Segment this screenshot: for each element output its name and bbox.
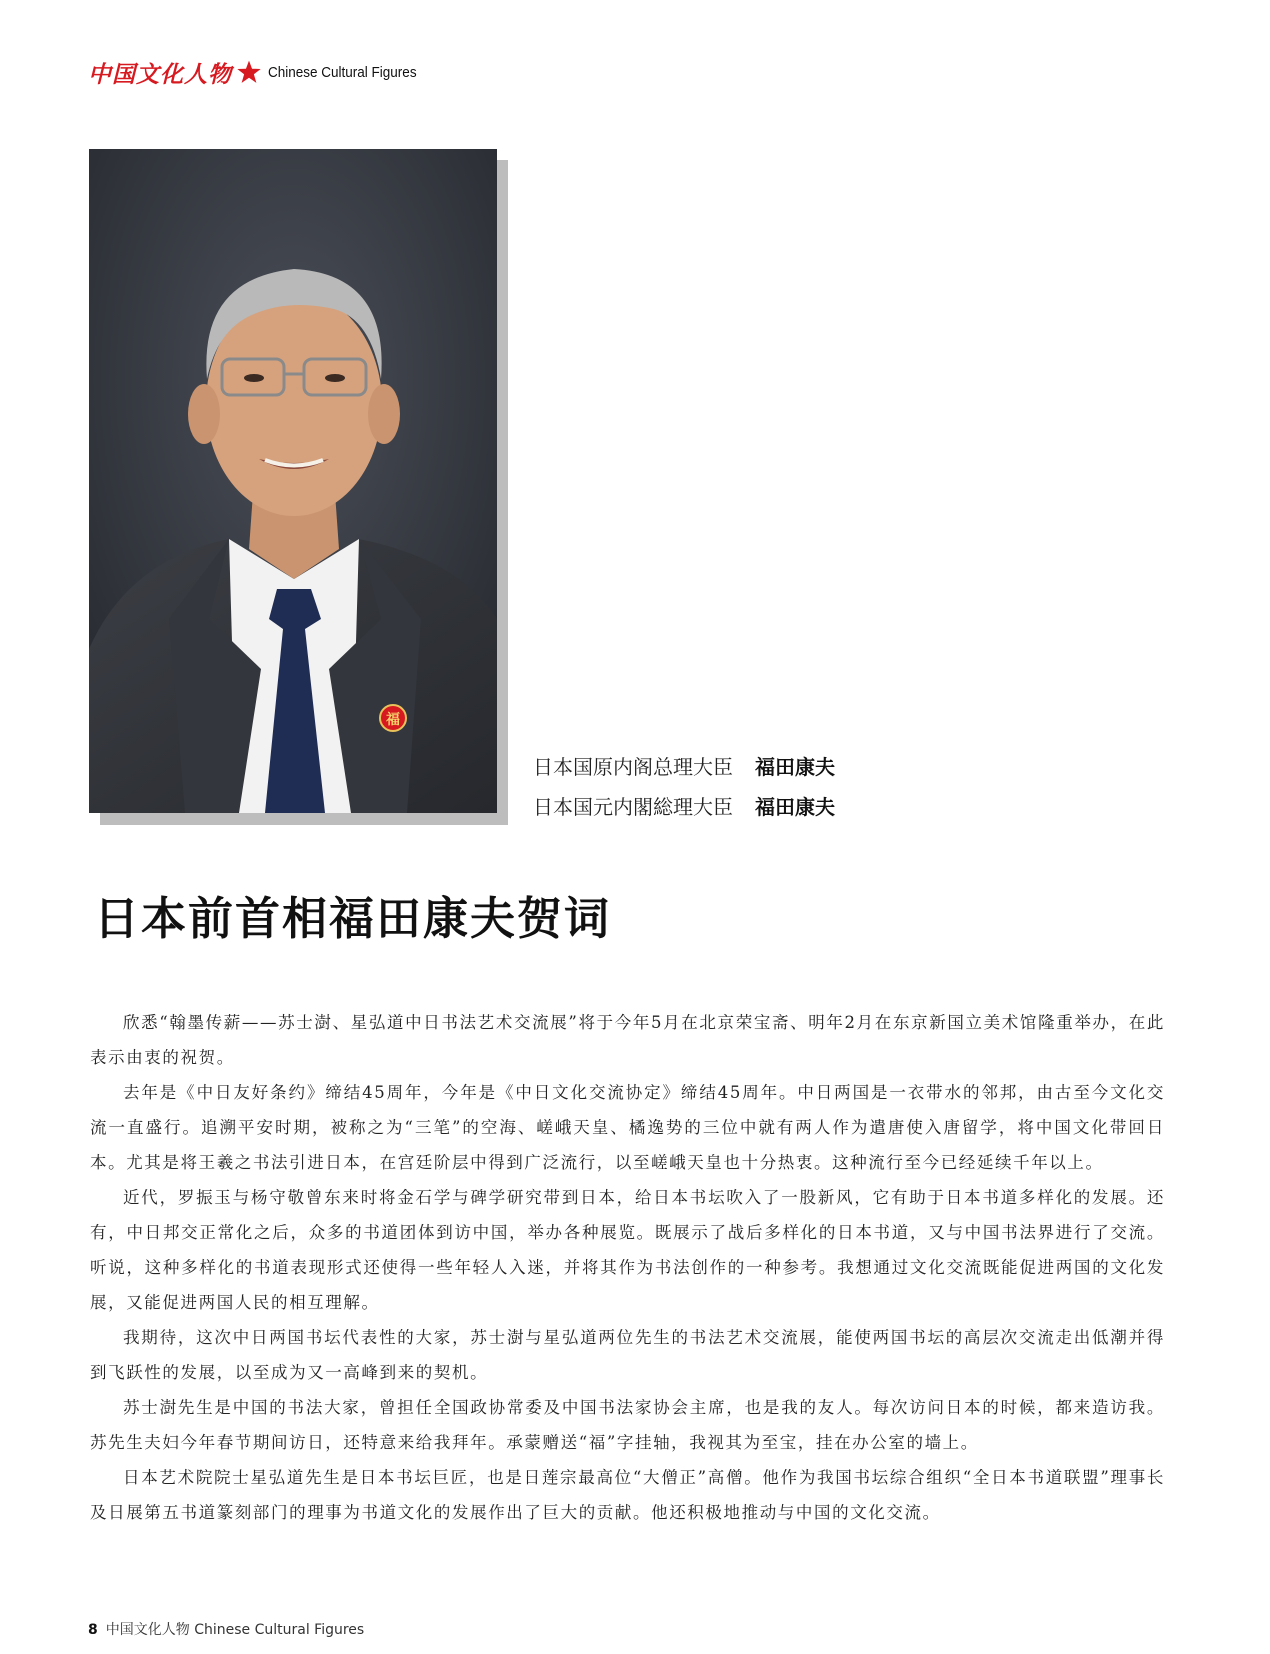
caption-line-japanese xyxy=(533,787,835,827)
article-body xyxy=(90,1005,1165,1530)
brand-logo-cn: 中国文化人物 xyxy=(88,60,232,88)
caption-line-simplified xyxy=(533,747,835,787)
paragraph: 苏士澍先生是中国的书法大家，曾担任全国政协常委及中国书法家协会主席，也是我的友人。每次访问日本的时候，都来造访我。苏先生夫妇今年春节期间访日，还特意来给我拜年。承蒙赠送“福”字挂轴，我视其为至宝，挂在办公室的墙上。 xyxy=(90,1398,1165,1452)
paragraph: 近代，罗振玉与杨守敬曾东来时将金石学与碑学研究带到日本，给日本书坛吹入了一股新风，它有助于日本书道多样化的发展。还有，中日邦交正常化之后，众多的书道团体到访中国，举办各种展览。既展示了战后多样化的日本书道，又与中国书法界进行了交流。听说，这种多样化的书道表现形式还使得一些年轻人入迷，并将其作为书法创作的一种参考。我想通过文化交流既能促进两国的文化发展，又能促进两国人民的相互理解。 xyxy=(90,1188,1165,1312)
photo-caption xyxy=(533,747,835,827)
lapel-pin-text: 福 xyxy=(386,712,400,728)
article-title: 日本前首相福田康夫贺词 xyxy=(94,892,612,945)
star-icon xyxy=(236,59,262,85)
page-number: 8 xyxy=(88,1622,98,1638)
caption-name: 福田康夫 xyxy=(755,795,835,819)
page-footer xyxy=(88,1619,364,1639)
caption-role: 日本国原内阁总理大臣 xyxy=(533,755,733,779)
footer-magazine-name: 中国文化人物 Chinese Cultural Figures xyxy=(105,1622,365,1638)
caption-role: 日本国元内閣総理大臣 xyxy=(533,795,733,819)
paragraph: 日本艺术院院士星弘道先生是日本书坛巨匠，也是日莲宗最高位“大僧正”高僧。他作为我国书坛综合组织“全日本书道联盟”理事长及日展第五书道篆刻部门的理事为书道文化的发展作出了巨大的贡献。他还积极地推动与中国的文化交流。 xyxy=(90,1468,1165,1522)
brand-logo-en: Chinese Cultural Figures xyxy=(268,63,417,81)
paragraph: 欣悉“翰墨传薪——苏士澍、星弘道中日书法艺术交流展”将于今年5月在北京荣宝斋、明年2月在东京新国立美术馆隆重举办，在此表示由衷的祝贺。 xyxy=(90,1013,1165,1067)
portrait-illustration xyxy=(89,149,497,813)
caption-name: 福田康夫 xyxy=(755,755,835,779)
portrait-photo xyxy=(89,149,497,813)
magazine-header xyxy=(88,56,433,88)
paragraph: 我期待，这次中日两国书坛代表性的大家，苏士澍与星弘道两位先生的书法艺术交流展，能使两国书坛的高层次交流走出低潮并得到飞跃性的发展，以至成为又一高峰到来的契机。 xyxy=(90,1328,1165,1382)
paragraph: 去年是《中日友好条约》缔结45周年，今年是《中日文化交流协定》缔结45周年。中日两国是一衣带水的邻邦，由古至今文化交流一直盛行。追溯平安时期，被称之为“三笔”的空海、嵯峨天皇、橘逸势的三位中就有两人作为遣唐使入唐留学，将中国文化带回日本。尤其是将王羲之书法引进日本，在宫廷阶层中得到广泛流行，以至嵯峨天皇也十分热衷。这种流行至今已经延续千年以上。 xyxy=(90,1083,1165,1172)
